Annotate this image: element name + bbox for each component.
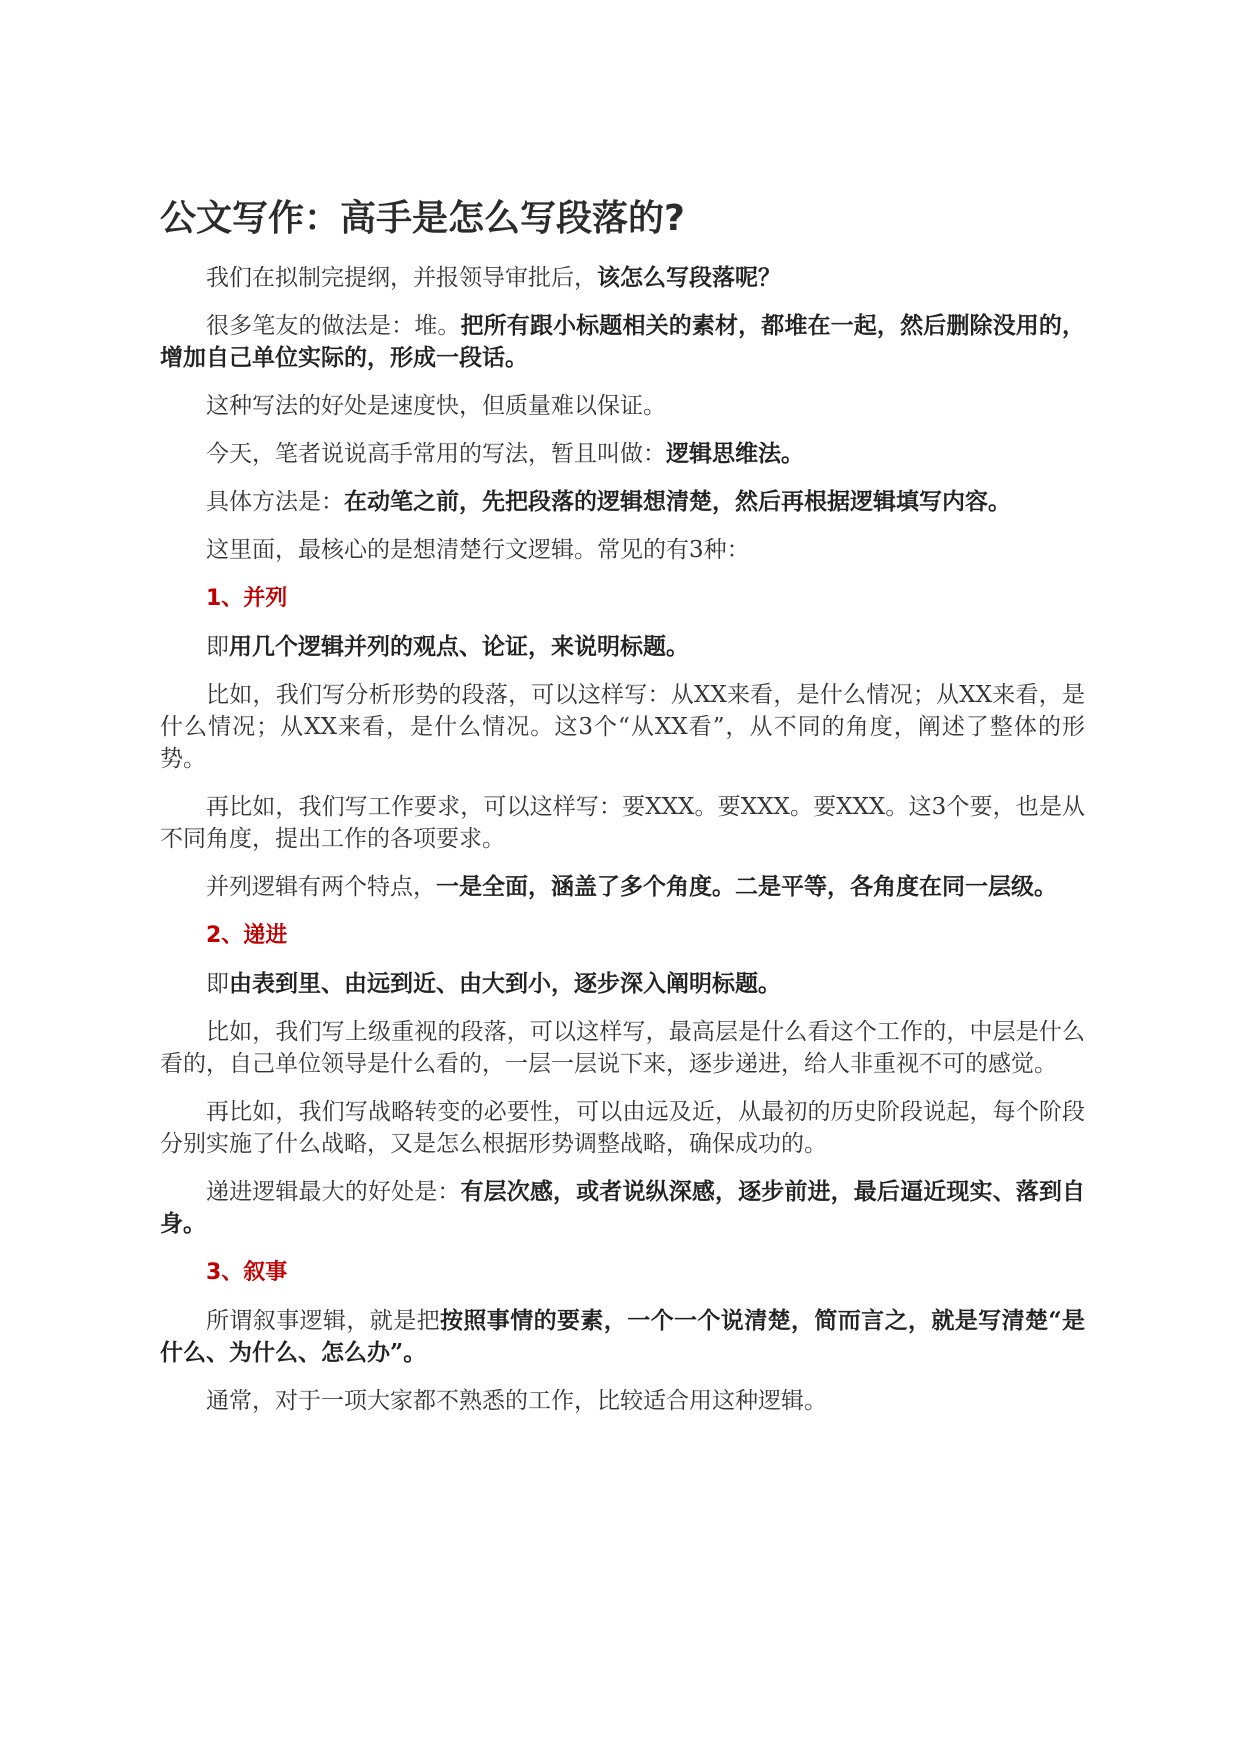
paragraph-method-intro <box>160 438 1085 470</box>
paragraph-progressive-benefit <box>160 1176 1085 1240</box>
paragraph-method-detail <box>160 486 1085 518</box>
paragraph-text: 我们在拟制完提纲，并报领导审批后， <box>206 265 597 291</box>
paragraph-emphasis: 有层次感，或者说纵深感，逐步前进，最后逼近现实、落到自身。 <box>160 1178 1086 1237</box>
document-body <box>160 196 1085 1433</box>
paragraph-three-types <box>160 534 1085 566</box>
section-heading-parallel <box>160 582 1085 615</box>
paragraph-text: 递进逻辑最大的好处是： <box>206 1179 461 1205</box>
paragraph-text: 今天，笔者说说高手常用的写法，暂且叫做： <box>206 441 666 467</box>
paragraph-text: 并列逻辑有两个特点， <box>206 874 436 900</box>
paragraph-text: 这种写法的好处是速度快，但质量难以保证。 <box>206 393 666 419</box>
paragraph-emphasis: 由表到里、由远到近、由大到小，逐步深入阐明标题。 <box>229 970 781 997</box>
paragraph-text: 再比如，我们写工作要求，可以这样写：要XXX。要XXX。要XXX。这3个要，也是从不同角度，提出工作的各项要求。 <box>160 794 1085 852</box>
paragraph-text: 比如，我们写分析形势的段落，可以这样写：从XX来看，是什么情况；从XX来看，是什么情况；从XX来看，是什么情况。这3个“从XX看”，从不同的角度，阐述了整体的形势。 <box>160 682 1085 772</box>
section-heading-progressive <box>160 919 1085 952</box>
paragraph-intro <box>160 262 1085 294</box>
paragraph-text: 比如，我们写上级重视的段落，可以这样写，最高层是什么看这个工作的，中层是什么看的，自己单位领导是什么看的，一层一层说下来，逐步递进，给人非重视不可的感觉。 <box>160 1019 1085 1077</box>
paragraph-parallel-example-2 <box>160 791 1085 855</box>
paragraph-emphasis: 该怎么写段落呢？ <box>597 264 781 291</box>
section-heading-narrative <box>160 1256 1085 1289</box>
paragraph-text: 具体方法是： <box>206 489 344 515</box>
paragraph-text: 很多笔友的做法是：堆。 <box>206 313 461 339</box>
paragraph-progressive-example-1 <box>160 1016 1085 1080</box>
paragraph-emphasis: 把所有跟小标题相关的素材，都堆在一起，然后删除没用的，增加自己单位实际的，形成一段话。 <box>160 312 1086 371</box>
paragraph-text: 这里面，最核心的是想清楚行文逻辑。常见的有3种： <box>206 537 750 563</box>
paragraph-text: 即 <box>206 971 229 997</box>
paragraph-text: 即 <box>206 634 229 660</box>
paragraph-parallel-def <box>160 631 1085 663</box>
paragraph-progressive-example-2 <box>160 1096 1085 1160</box>
paragraph-parallel-example-1 <box>160 679 1085 775</box>
paragraph-text: 所谓叙事逻辑，就是把 <box>206 1308 440 1334</box>
paragraph-parallel-features <box>160 871 1085 903</box>
paragraph-text: 通常，对于一项大家都不熟悉的工作，比较适合用这种逻辑。 <box>206 1388 827 1414</box>
paragraph-emphasis: 用几个逻辑并列的观点、论证，来说明标题。 <box>229 633 689 660</box>
paragraph-emphasis: 一是全面，涵盖了多个角度。二是平等，各角度在同一层级。 <box>436 873 1057 900</box>
paragraph-narrative-def <box>160 1305 1085 1369</box>
paragraph-emphasis: 在动笔之前，先把段落的逻辑想清楚，然后再根据逻辑填写内容。 <box>344 488 1011 515</box>
page-title: 公文写作：高手是怎么写段落的? <box>160 198 685 239</box>
section-heading-text: 3、叙事 <box>206 1260 288 1285</box>
paragraph-emphasis: 按照事情的要素，一个一个说清楚，简而言之，就是写清楚“是什么、为什么、怎么办”。 <box>160 1307 1086 1366</box>
section-heading-text: 2、递进 <box>206 923 288 948</box>
paragraph-pros-cons <box>160 390 1085 422</box>
paragraph-text: 再比如，我们写战略转变的必要性，可以由远及近，从最初的历史阶段说起，每个阶段分别实施了什么战略，又是怎么根据形势调整战略，确保成功的。 <box>160 1099 1085 1157</box>
section-heading-text: 1、并列 <box>206 586 288 611</box>
paragraph-progressive-def <box>160 968 1085 1000</box>
paragraph-narrative-usage <box>160 1385 1085 1417</box>
paragraph-common-practice <box>160 310 1085 374</box>
paragraph-emphasis: 逻辑思维法。 <box>666 440 804 467</box>
